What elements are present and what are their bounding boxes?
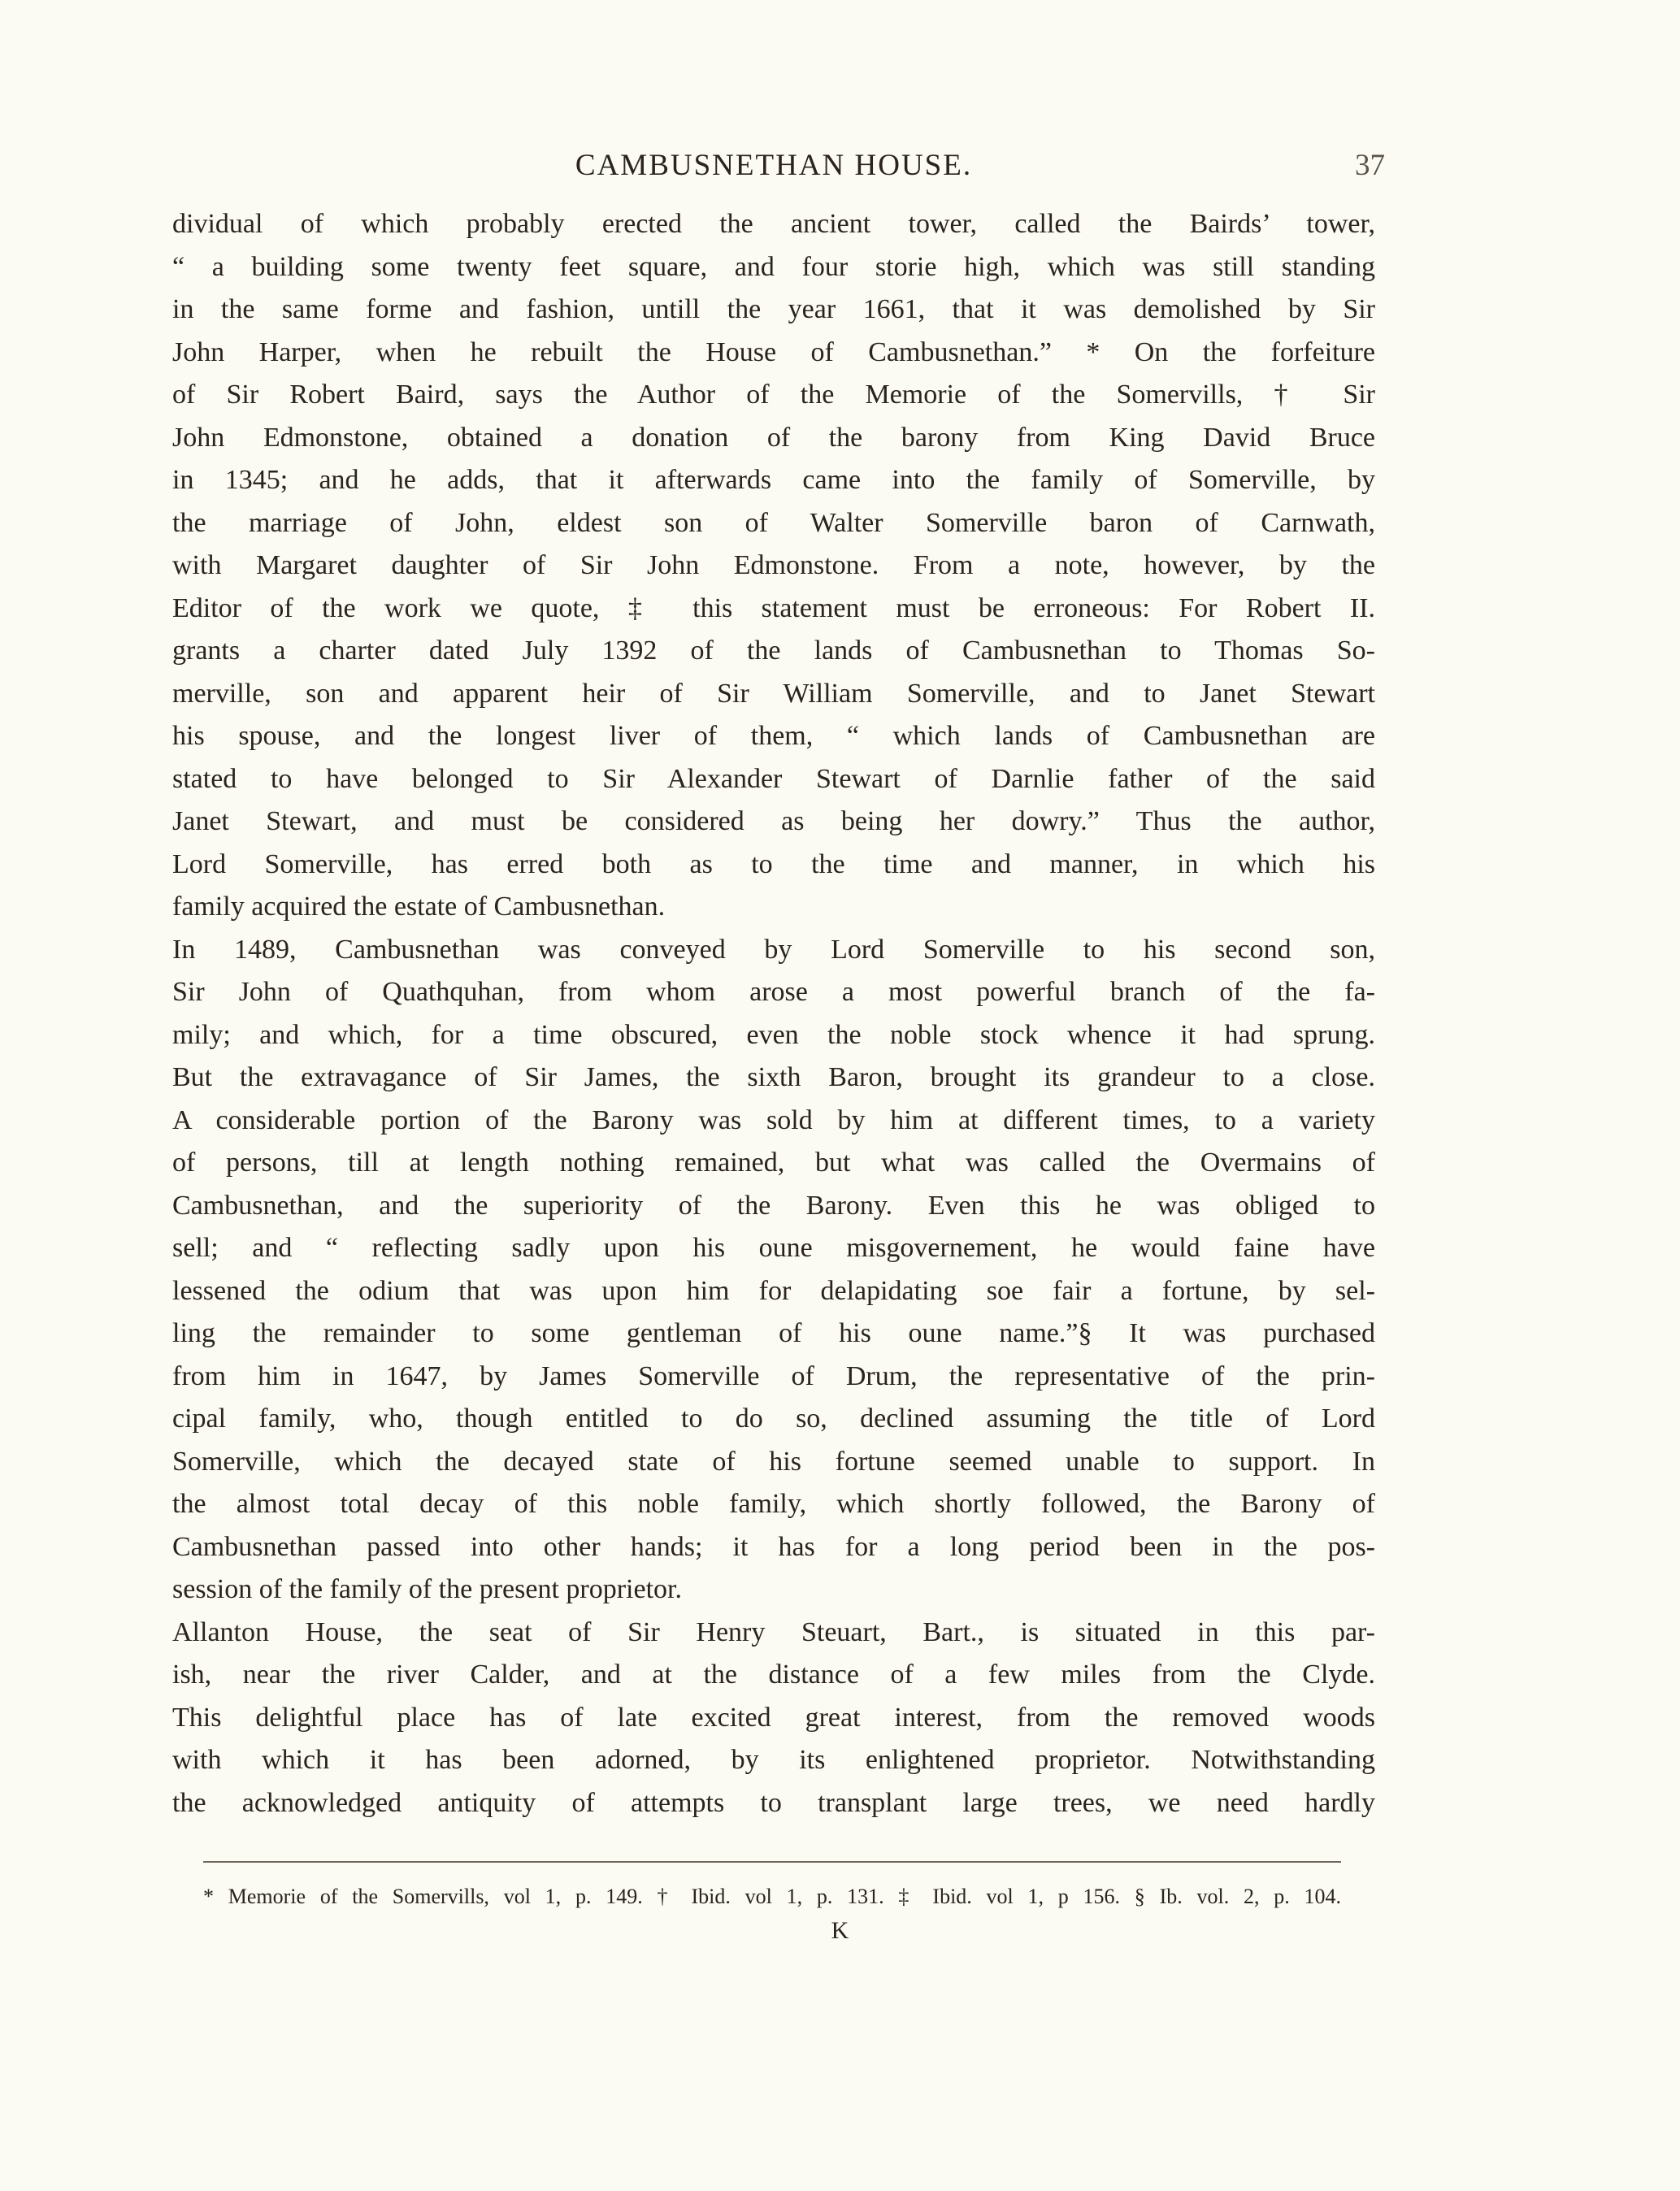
text-line: This delightful place has of late excited great interest, from the removed woods xyxy=(172,1702,1375,1733)
text-line: In 1489, Cambusnethan was conveyed by Lord Somerville to his second son, xyxy=(172,934,1375,965)
footnote-divider xyxy=(203,1861,1341,1863)
running-header xyxy=(163,141,1385,190)
text-line: Editor of the work we quote, ‡ this statement must be erroneous: For Robert II. xyxy=(172,592,1375,623)
text-line: from him in 1647, by James Somerville of Drum, the representative of the prin- xyxy=(172,1360,1375,1391)
text-line: But the extravagance of Sir James, the sixth Baron, brought its grandeur to a close. xyxy=(172,1062,1375,1092)
text-line: Somerville, which the decayed state of his fortune seemed unable to support. In xyxy=(172,1446,1375,1477)
text-line: lessened the odium that was upon him for delapidating soe fair a fortune, by sel- xyxy=(172,1275,1375,1306)
text-line: of persons, till at length nothing remained, but what was called the Overmains of xyxy=(172,1148,1375,1178)
page-title: CAMBUSNETHAN HOUSE. xyxy=(575,149,973,182)
text-line: grants a charter dated July 1392 of the lands of Cambusnethan to Thomas So- xyxy=(172,636,1375,666)
text-line: Allanton House, the seat of Sir Henry Steuart, Bart., is situated in this par- xyxy=(172,1616,1375,1647)
text-line: mily; and which, for a time obscured, even the noble stock whence it had sprung. xyxy=(172,1019,1375,1050)
text-line: A considerable portion of the Barony was sold by him at different times, to a variety xyxy=(172,1104,1375,1135)
text-line: Lord Somerville, has erred both as to the time and manner, in which his xyxy=(172,848,1375,879)
text-line: “ a building some twenty feet square, and four storie high, which was still standing xyxy=(172,251,1375,282)
footnotes: * Memorie of the Somervills, vol 1, p. 149. † Ibid. vol 1, p. 131. ‡ Ibid. vol 1, p 156. § Ib. vol. 2, p. 104. xyxy=(203,1885,1341,1908)
text-line: Cambusnethan passed into other hands; it has for a long period been in the pos- xyxy=(172,1531,1375,1562)
body-text xyxy=(172,203,1375,1824)
text-line: Janet Stewart, and must be considered as being her dowry.” Thus the author, xyxy=(172,806,1375,836)
text-line: ish, near the river Calder, and at the distance of a few miles from the Clyde. xyxy=(172,1660,1375,1690)
text-line: cipal family, who, though entitled to do so, declined assuming the title of Lord xyxy=(172,1404,1375,1434)
text-line: dividual of which probably erected the ancient tower, called the Bairds’ tower, xyxy=(172,209,1375,239)
text-line: the marriage of John, eldest son of Walter Somerville baron of Carnwath, xyxy=(172,507,1375,538)
text-line: John Edmonstone, obtained a donation of the barony from King David Bruce xyxy=(172,422,1375,453)
text-line: with which it has been adorned, by its enlightened proprietor. Notwithstanding xyxy=(172,1745,1375,1775)
text-line: family acquired the estate of Cambusnethan. xyxy=(172,892,666,922)
text-line: stated to have belonged to Sir Alexander Stewart of Darnlie father of the said xyxy=(172,763,1375,794)
text-line: John Harper, when he rebuilt the House of Cambusnethan.” * On the forfeiture xyxy=(172,336,1375,367)
text-line: Sir John of Quathquhan, from whom arose a most powerful branch of the fa- xyxy=(172,977,1375,1007)
text-line: session of the family of the present proprietor. xyxy=(172,1574,682,1604)
text-line: sell; and “ reflecting sadly upon his oune misgovernement, he would faine have xyxy=(172,1233,1375,1263)
text-line: with Margaret daughter of Sir John Edmonstone. From a note, however, by the xyxy=(172,550,1375,580)
text-line: the acknowledged antiquity of attempts to transplant large trees, we need hardly xyxy=(172,1787,1375,1818)
text-line: his spouse, and the longest liver of them, “ which lands of Cambusnethan are xyxy=(172,721,1375,751)
text-line: the almost total decay of this noble family, which shortly followed, the Barony of xyxy=(172,1489,1375,1519)
signature-mark: K xyxy=(831,1917,849,1944)
text-line: ling the remainder to some gentleman of his oune name.”§ It was purchased xyxy=(172,1318,1375,1348)
text-line: of Sir Robert Baird, says the Author of the Memorie of the Somervills, † Sir xyxy=(172,380,1375,410)
page-number: 37 xyxy=(1355,149,1385,182)
text-line: in the same forme and fashion, untill the year 1661, that it was demolished by Sir xyxy=(172,294,1375,324)
text-line: merville, son and apparent heir of Sir William Somerville, and to Janet Stewart xyxy=(172,678,1375,709)
text-line: Cambusnethan, and the superiority of the Barony. Even this he was obliged to xyxy=(172,1190,1375,1221)
text-line: in 1345; and he adds, that it afterwards came into the family of Somerville, by xyxy=(172,465,1375,495)
